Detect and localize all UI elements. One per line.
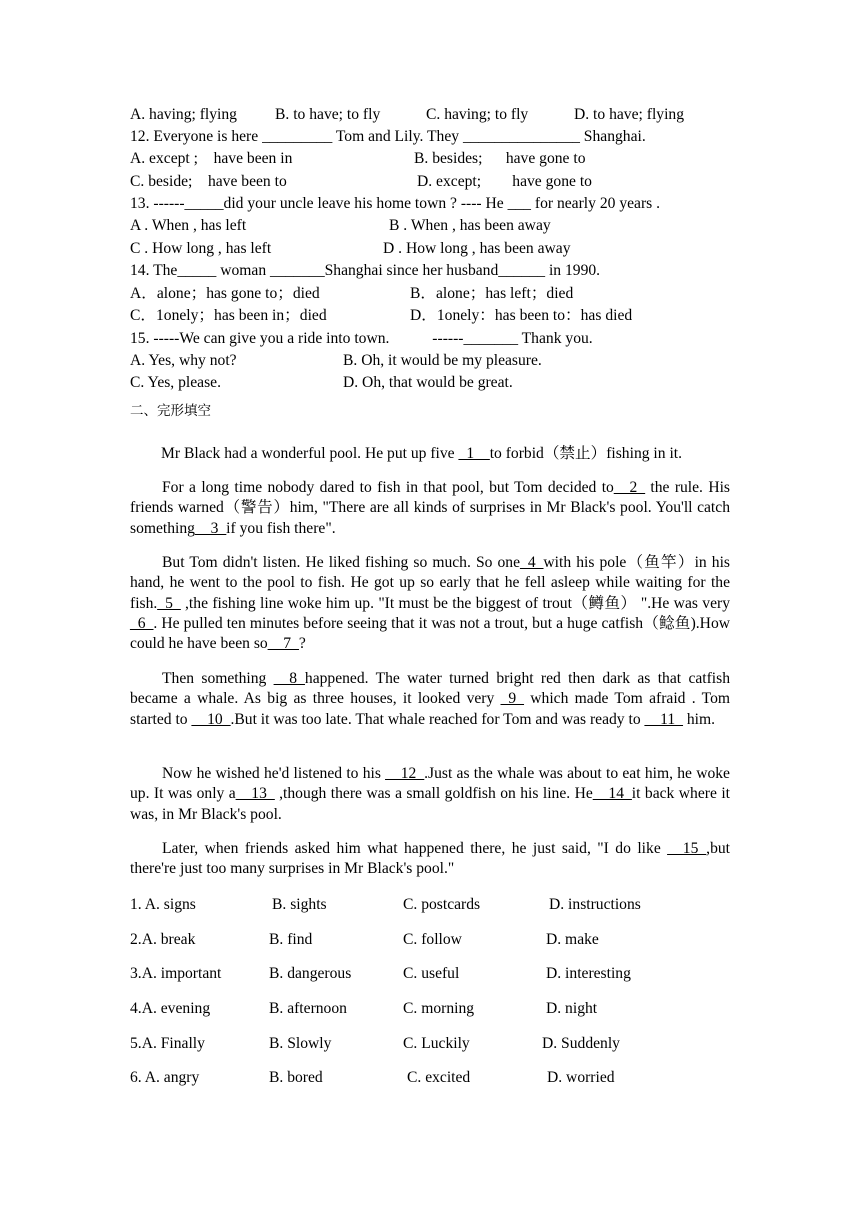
passage-text: ,though there was a small goldfish on his line. He	[274, 785, 593, 803]
question-stem: 14. The_____ woman _______Shanghai since her husband______ in 1990.	[130, 262, 601, 279]
passage-text: Then something	[162, 670, 274, 687]
passage-paragraph	[130, 444, 730, 464]
answer-option: C . How long , has left	[130, 240, 272, 257]
answer-option: A．alone；has gone to；died	[130, 285, 320, 302]
answer-option: A . When , has left	[130, 217, 247, 234]
answer-option: D. instructions	[549, 896, 641, 913]
passage-text: the rule. His friends warned（警告）him, "There are all kinds of surprises in Mr Black's pool. You'll catch something	[130, 479, 730, 537]
blank-number: __2_	[613, 479, 646, 496]
answer-option: D. Oh, that would be great.	[343, 374, 513, 391]
passage-text: . He pulled ten minutes before seeing that it was not a trout, but a huge catfish（鲶鱼).How could he have been so	[130, 614, 730, 653]
answer-option: A. having; flying	[130, 106, 237, 123]
answer-option: D. interesting	[546, 965, 631, 982]
blank-number: __13_	[235, 785, 275, 803]
answer-option: A. except ; have been in	[130, 150, 293, 167]
question-stem: 13. ------_____did your uncle leave his home town ? ---- He ___ for nearly 20 years .	[130, 195, 661, 212]
answer-option: D. make	[546, 931, 599, 948]
answer-option: C. postcards	[403, 896, 481, 913]
answer-option: D. Suddenly	[542, 1035, 620, 1052]
passage-paragraph	[130, 553, 730, 654]
answer-option: B. to have; to fly	[275, 106, 381, 123]
passage-text: Mr Black had a wonderful pool. He put up five	[161, 445, 459, 462]
answer-option: B. bored	[269, 1069, 323, 1086]
passage-text: with his pole（鱼竿）in his hand, he went to the pool to fish. He got up so early that he fell asleep while waiting for the fish.	[130, 554, 731, 612]
passage-text: if you fish there".	[226, 519, 336, 537]
passage-paragraph	[130, 669, 730, 730]
passage-text: ?	[298, 635, 306, 653]
answer-option: D. worried	[547, 1069, 615, 1086]
answer-option: B. Oh, it would be my pleasure.	[343, 352, 542, 369]
passage-text: happened. The water turned bright red then dark as that catfish became a whale. As big as three houses, it looked very	[130, 670, 731, 708]
passage-text: For a long time nobody dared to fish in that pool, but Tom decided to	[162, 479, 614, 496]
blank-number: __8_	[273, 670, 305, 687]
blank-number: _5_	[157, 594, 181, 612]
answer-option: B. sights	[272, 896, 327, 913]
answer-option: D. except; have gone to	[417, 173, 592, 190]
passage-text: Later, when friends asked him what happened there, he just said, "I do like	[162, 840, 668, 857]
answer-option: B. find	[269, 931, 313, 948]
blank-number: __11_	[644, 710, 683, 728]
blank-number: __7_	[267, 635, 299, 653]
passage-text: Now he wished he'd listened to his	[162, 765, 386, 782]
passage-text: But Tom didn't listen. He liked fishing so much. So one	[162, 554, 521, 571]
answer-option: C. Luckily	[403, 1035, 470, 1052]
option-number-a: 4.A. evening	[130, 1000, 211, 1017]
blank-number: __3_	[194, 519, 227, 537]
answer-option: A. Yes, why not?	[130, 352, 237, 369]
blank-number: __15_	[667, 840, 707, 857]
blank-number: __10_	[191, 710, 231, 728]
blank-number: _9_	[500, 690, 524, 708]
answer-option: C. beside; have been to	[130, 173, 287, 190]
blank-number: _6_	[130, 614, 154, 632]
option-number-a: 5.A. Finally	[130, 1035, 205, 1052]
answer-option: C. morning	[403, 1000, 475, 1017]
answer-option: D. to have; flying	[574, 106, 685, 123]
passage-text: .Just as the whale was about to eat him, he woke up. It was only a	[130, 765, 730, 803]
answer-option: D. night	[546, 1000, 598, 1017]
option-number-a: 6. A. angry	[130, 1069, 200, 1086]
answer-option: C. Yes, please.	[130, 374, 221, 391]
answer-option: B. afternoon	[269, 1000, 347, 1017]
blank-number: _4_	[520, 554, 544, 571]
question-stem: 15. -----We can give you a ride into town. ------_______ Thank you.	[130, 330, 593, 347]
blank-number: _1__	[458, 445, 490, 462]
answer-option: B．alone；has left；died	[410, 285, 574, 302]
section-heading: 二、完形填空	[130, 403, 211, 419]
question-stem: 12. Everyone is here _________ Tom and Lily. They _______________ Shanghai.	[130, 128, 646, 145]
answer-option: C. excited	[407, 1069, 471, 1086]
answer-option: D . How long , has been away	[383, 240, 571, 257]
blank-number: __14_	[592, 785, 632, 803]
passage-text: to forbid（禁止）fishing in it.	[489, 445, 683, 462]
passage-text: him.	[682, 710, 715, 728]
passage-text: which made Tom afraid . Tom started to	[130, 690, 731, 728]
option-number-a: 2.A. break	[130, 931, 196, 948]
answer-option: B. besides; have gone to	[414, 150, 586, 167]
passage-paragraph	[130, 478, 730, 539]
answer-option: C. having; to fly	[426, 106, 529, 123]
blank-number: __12_	[385, 765, 425, 782]
passage-text: ,but there're just too many surprises in Mr Black's pool."	[130, 840, 730, 878]
answer-option: D．1onely：has been to：has died	[410, 307, 633, 324]
passage-paragraph	[130, 764, 730, 825]
answer-option: C．1onely；has been in；died	[130, 307, 327, 324]
passage-text: ,the fishing line woke him up. "It must be the biggest of trout（鳟鱼） ".He was very	[180, 594, 730, 612]
passage-text: .But it was too late. That whale reached for Tom and was ready to	[230, 710, 645, 728]
answer-option: C. useful	[403, 965, 460, 982]
option-number-a: 3.A. important	[130, 965, 222, 982]
answer-option: B. Slowly	[269, 1035, 332, 1052]
answer-option: B . When , has been away	[389, 217, 551, 234]
answer-option: C. follow	[403, 931, 462, 948]
passage-text: it back where it was, in Mr Black's pool.	[130, 785, 730, 823]
passage-paragraph	[130, 839, 730, 880]
answer-option: B. dangerous	[269, 965, 352, 982]
option-number-a: 1. A. signs	[130, 896, 196, 913]
